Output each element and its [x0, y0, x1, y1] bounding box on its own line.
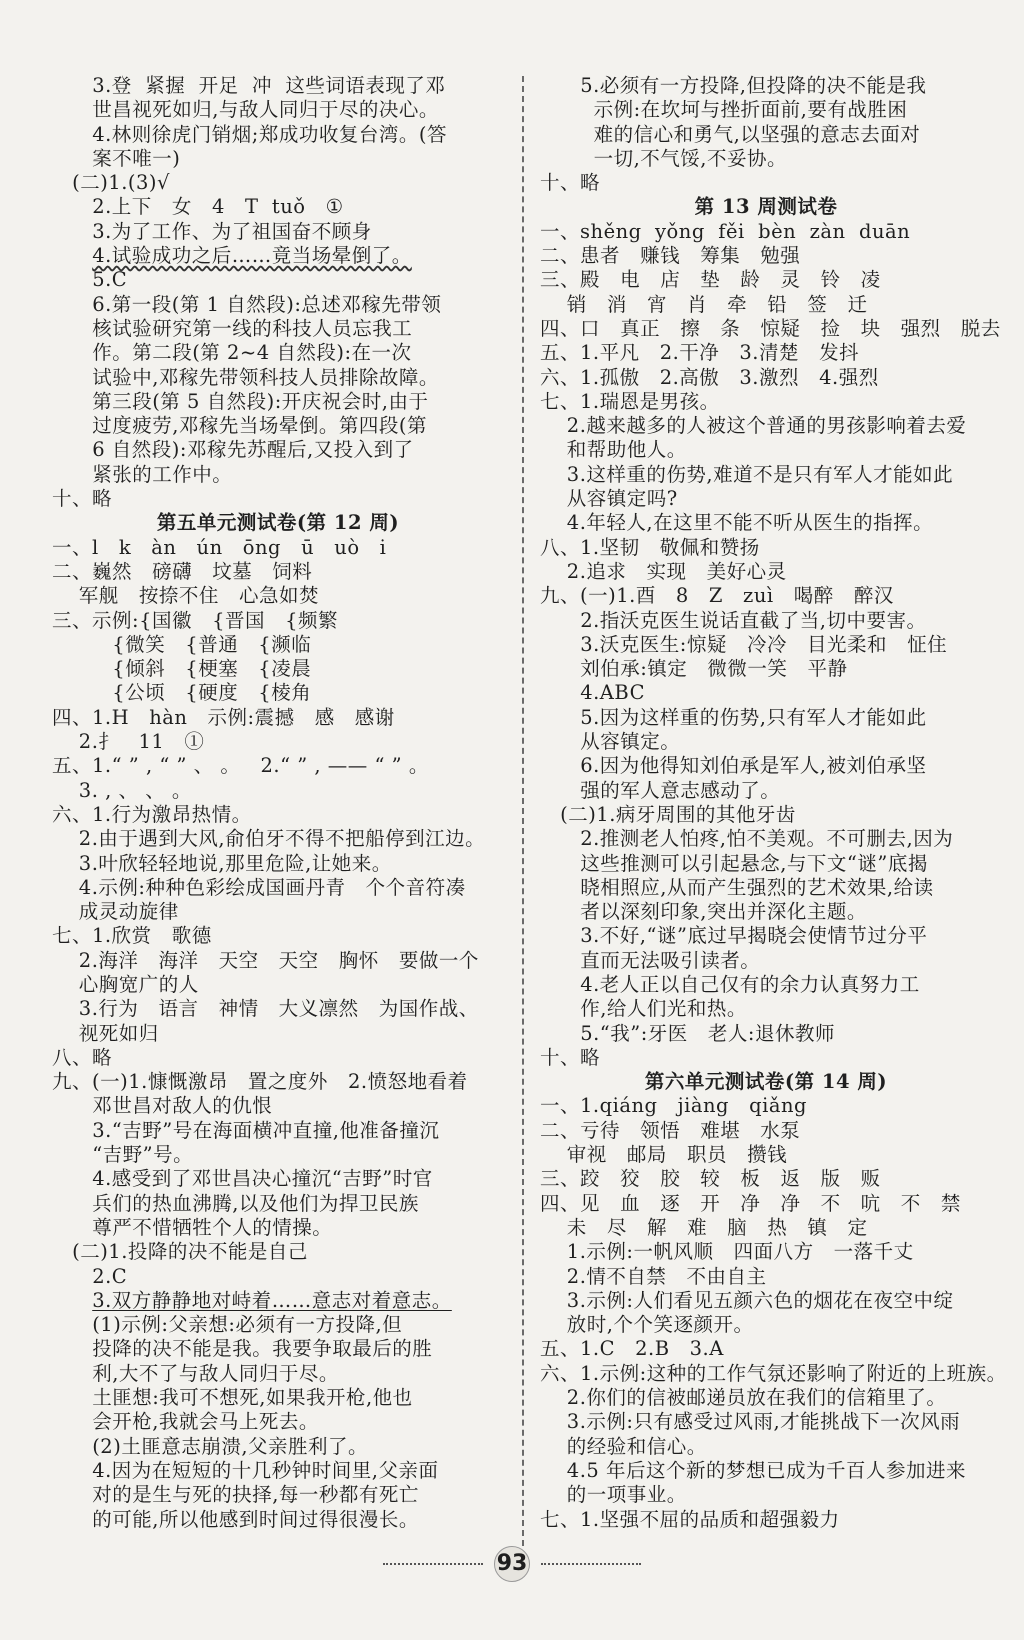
answer-line: 放时,个个笑逐颜开。 — [540, 1313, 754, 1337]
answer-line: 的一项事业。 — [540, 1483, 687, 1507]
answer-line: 4.年轻人,在这里不能不听从医生的指挥。 — [540, 511, 934, 535]
answer-line: 的可能,所以他感到时间过得很漫长。 — [52, 1507, 419, 1531]
answer-line: 4.因为在短短的十几秒钟时间里,父亲面 — [52, 1458, 439, 1482]
answer-line: 二、巍然 磅礴 坟墓 饲料 — [52, 559, 313, 583]
answer-line: (二)1.投降的决不能是自己 — [52, 1240, 308, 1264]
answer-line: {微笑 {普通 {濒临 — [52, 632, 312, 656]
answer-line: 3.“吉野”号在海面横冲直撞,他准备撞沉 — [52, 1118, 440, 1142]
answer-line: 一、l k àn ún ōng ū uò i — [52, 535, 387, 559]
answer-line: 过度疲劳,邓稼先当场晕倒。第四段(第 — [52, 414, 427, 438]
answer-line: 4.示例:种种色彩绘成国画丹青 个个音符凑 — [52, 875, 466, 899]
answer-line: 5.C — [52, 268, 128, 292]
answer-line: 难的信心和勇气,以坚强的意志去面对 — [540, 122, 921, 146]
answer-line: 4.老人正以自己仅有的余力认真努力工 — [540, 972, 920, 996]
answer-line: 未 尽 解 难 脑 热 镇 定 — [540, 1215, 868, 1239]
page-number: 93 — [494, 1546, 530, 1582]
answer-line: 四、1.H hàn 示例:震撼 感 感谢 — [52, 705, 395, 729]
answer-line: 4.ABC — [540, 681, 645, 705]
answer-line: (2)土匪意志崩溃,父亲胜利了。 — [52, 1434, 369, 1458]
answer-line: 投降的决不能是我。我要争取最后的胜 — [52, 1337, 433, 1361]
answer-line: 八、1.坚韧 敬佩和赞扬 — [540, 535, 760, 559]
answer-line — [52, 1289, 504, 1313]
answer-line: 六、1.行为激昂热情。 — [52, 802, 252, 826]
answer-line: 2.上下 女 4 T tuǒ ① — [52, 195, 344, 219]
answer-line: 2.追求 实现 美好心灵 — [540, 559, 787, 583]
answer-line: 2.你们的信被邮递员放在我们的信箱里了。 — [540, 1386, 947, 1410]
answer-line: 六、1.示例:这种的工作气氛还影响了附近的上班族。 — [540, 1361, 1007, 1385]
answer-line: 四、见 血 逐 开 净 净 不 吭 不 禁 — [540, 1191, 961, 1215]
answer-line: 邓世昌对敌人的仇恨 — [52, 1094, 273, 1118]
answer-line: 销 消 宵 肖 牵 铅 签 迁 — [540, 292, 868, 316]
answer-line: 1.示例:一帆风顺 四面八方 一落千丈 — [540, 1240, 914, 1264]
answer-line: 3.叶欣轻轻地说,那里危险,让她来。 — [52, 851, 392, 875]
right-column — [540, 74, 1007, 1532]
answer-line: 6 自然段):邓稼先苏醒后,又投入到了 — [52, 438, 414, 462]
answer-line: 2.越来越多的人被这个普通的男孩影响着去爱 — [540, 414, 967, 438]
answer-line: 这些推测可以引起悬念,与下文“谜”底揭 — [540, 851, 928, 875]
answer-line: 四、口 真正 擦 条 惊疑 捡 块 强烈 脱去 — [540, 316, 1001, 340]
answer-line: {倾斜 {梗塞 {凌晨 — [52, 657, 312, 681]
answer-line: 作。第二段(第 2~4 自然段):在一次 — [52, 341, 412, 365]
answer-line: 利,大不了与敌人同归于尽。 — [52, 1361, 339, 1385]
answer-line: 4.林则徐虎门销烟;郑成功收复台湾。(答 — [52, 122, 447, 146]
answer-line: 作,给人们光和热。 — [540, 997, 747, 1021]
answer-line: 世昌视死如归,与敌人同归于尽的决心。 — [52, 98, 439, 122]
answer-line: 军舰 按捺不住 心急如焚 — [52, 584, 319, 608]
answer-line: 2.海洋 海洋 天空 天空 胸怀 要做一个 — [52, 948, 479, 972]
answer-line: 从容镇定吗? — [540, 487, 678, 511]
answer-line: 核试验研究第一线的科技人员忘我工 — [52, 316, 413, 340]
answer-line: 6.第一段(第 1 自然段):总述邓稼先带领 — [52, 292, 442, 316]
answer-line: 3. , 、 、 。 — [52, 778, 192, 802]
answer-line: 案不唯一) — [52, 146, 181, 170]
wavy-underlined-text: 4.试验成功之后……竟当场晕倒了。 — [92, 244, 412, 268]
answer-line: 3.不好,“谜”底过早揭晓会使情节过分平 — [540, 924, 928, 948]
answer-line: 七、1.坚强不屈的品质和超强毅力 — [540, 1507, 840, 1531]
answer-line: 二、患者 赚钱 筹集 勉强 — [540, 244, 801, 268]
answer-line: (1)示例:父亲想:必须有一方投降,但 — [52, 1313, 403, 1337]
answer-line: 者以深刻印象,突出并深化主题。 — [540, 900, 867, 924]
answer-line: 十、略 — [540, 171, 601, 195]
answer-line: 一切,不气馁,不妥协。 — [540, 146, 787, 170]
answer-line: (二)1.(3)√ — [52, 171, 170, 195]
section-heading: 第五单元测试卷(第 12 周) — [156, 511, 400, 535]
answer-line: 3.沃克医生:惊疑 冷冷 目光柔和 怔住 — [540, 632, 948, 656]
answer-line: (二)1.病牙周围的其他牙齿 — [540, 802, 796, 826]
answer-line: 2.推测老人怕疼,怕不美观。不可删去,因为 — [540, 827, 954, 851]
answer-line: 心胸宽广的人 — [52, 972, 199, 996]
answer-line: 八、略 — [52, 1045, 113, 1069]
answer-line: 6.因为他得知刘伯承是军人,被刘伯承坚 — [540, 754, 927, 778]
answer-line: 直而无法吸引读者。 — [540, 948, 761, 972]
answer-line: 视死如归 — [52, 1021, 159, 1045]
answer-line: 七、1.瑞恩是男孩。 — [540, 389, 720, 413]
answer-line: 刘伯承:镇定 微微一笑 平静 — [540, 657, 848, 681]
answer-line: 3.示例:只有感受过风雨,才能挑战下一次风雨 — [540, 1410, 961, 1434]
answer-line: 3.示例:人们看见五颜六色的烟花在夜空中绽 — [540, 1288, 954, 1312]
answer-line: 强的军人意志感动了。 — [540, 778, 781, 802]
answer-line: 一、shěng yǒng fěi bèn zàn duān — [540, 219, 911, 243]
answer-line: 五、1.C 2.B 3.A — [540, 1337, 724, 1361]
answer-line: 3.这样重的伤势,难道不是只有军人才能如此 — [540, 462, 954, 486]
answer-line: 的经验和信心。 — [540, 1434, 707, 1458]
answer-line: 一、1.qiáng jiàng qiǎng — [540, 1094, 808, 1118]
section-heading: 第 13 周测试卷 — [694, 195, 838, 219]
answer-line: 2.情不自禁 不由自主 — [540, 1264, 767, 1288]
answer-line: 示例:在坎坷与挫折面前,要有战胜困 — [540, 98, 908, 122]
answer-line: 5.“我”:牙医 老人:退休教师 — [540, 1021, 835, 1045]
answer-line: 5.因为这样重的伤势,只有军人才能如此 — [540, 705, 927, 729]
answer-line: 十、略 — [52, 487, 113, 511]
page-footer — [0, 1546, 1024, 1580]
answer-line: 土匪想:我可不想死,如果我开枪,他也 — [52, 1386, 413, 1410]
answer-line: {公顷 {硬度 {棱角 — [52, 681, 312, 705]
answer-line: 五、1.平凡 2.干净 3.清楚 发抖 — [540, 341, 860, 365]
answer-line: 对的是生与死的抉择,每一秒都有死亡 — [52, 1483, 419, 1507]
section-heading: 第六单元测试卷(第 14 周) — [644, 1070, 888, 1094]
answer-line: 兵们的热血沸腾,以及他们为捍卫民族 — [52, 1191, 419, 1215]
answer-line: 二、亏待 领悟 难堪 水泵 — [540, 1118, 801, 1142]
answer-line: 五、1.“ ” , “ ” 、 。 2.“ ” , —— “ ” 。 — [52, 754, 429, 778]
answer-line: 3.行为 语言 神情 大义凛然 为国作战、 — [52, 997, 479, 1021]
answer-line: 尊严不惜牺牲个人的情操。 — [52, 1215, 333, 1239]
answer-line: 三、殿 电 店 垫 龄 灵 铃 凌 — [540, 268, 881, 292]
answer-line: 十、略 — [540, 1045, 601, 1069]
answer-line: 3.为了工作、为了祖国奋不顾身 — [52, 219, 372, 243]
answer-line: 4.5 年后这个新的梦想已成为千百人参加进来 — [540, 1458, 967, 1482]
answer-line: 5.必须有一方投降,但投降的决不能是我 — [540, 74, 927, 97]
answer-line: 2.由于遇到大风,俞伯牙不得不把船停到江边。 — [52, 827, 486, 851]
answer-line: 晓相照应,从而产生强烈的艺术效果,给读 — [540, 875, 934, 899]
answer-line: 三、示例:{国徽 {晋国 {频繁 — [52, 608, 338, 632]
answer-line: 审视 邮局 职员 攒钱 — [540, 1143, 788, 1167]
answer-line: 三、跤 狡 胶 较 板 返 版 贩 — [540, 1167, 881, 1191]
footer-dots-right — [541, 1563, 641, 1565]
underlined-text: 3.双方静静地对峙着……意志对着意志。 — [92, 1288, 452, 1312]
answer-line: 2.指沃克医生说话直截了当,切中要害。 — [540, 608, 927, 632]
left-column — [52, 74, 504, 1532]
answer-line: 3.登 紧握 开足 冲 这些词语表现了邓 — [52, 74, 446, 97]
answer-line: 六、1.孤傲 2.高傲 3.激烈 4.强烈 — [540, 365, 879, 389]
answer-line: “吉野”号。 — [52, 1143, 194, 1167]
answer-line: 会开枪,我就会马上死去。 — [52, 1410, 319, 1434]
answer-line: 从容镇定。 — [540, 730, 681, 754]
answer-line — [52, 244, 504, 268]
answer-line: 成灵动旋律 — [52, 900, 179, 924]
column-divider — [522, 76, 524, 1546]
answer-line: 和帮助他人。 — [540, 438, 687, 462]
answer-line: 紧张的工作中。 — [52, 462, 233, 486]
answer-line: 九、(一)1.酉 8 Z zuì 喝醉 醉汉 — [540, 584, 894, 608]
answer-line: 2.C — [52, 1264, 128, 1288]
answer-line: 七、1.欣赏 歌德 — [52, 924, 212, 948]
answer-line: 2.扌 11 ① — [52, 730, 205, 754]
answer-line: 第三段(第 5 自然段):开庆祝会时,由于 — [52, 389, 429, 413]
footer-dots-left — [383, 1563, 483, 1565]
answer-line: 4.感受到了邓世昌决心撞沉“吉野”时官 — [52, 1167, 433, 1191]
answer-line: 九、(一)1.慷慨激昂 置之度外 2.愤怒地看着 — [52, 1070, 468, 1094]
answer-line: 试验中,邓稼先带领科技人员排除故障。 — [52, 365, 439, 389]
